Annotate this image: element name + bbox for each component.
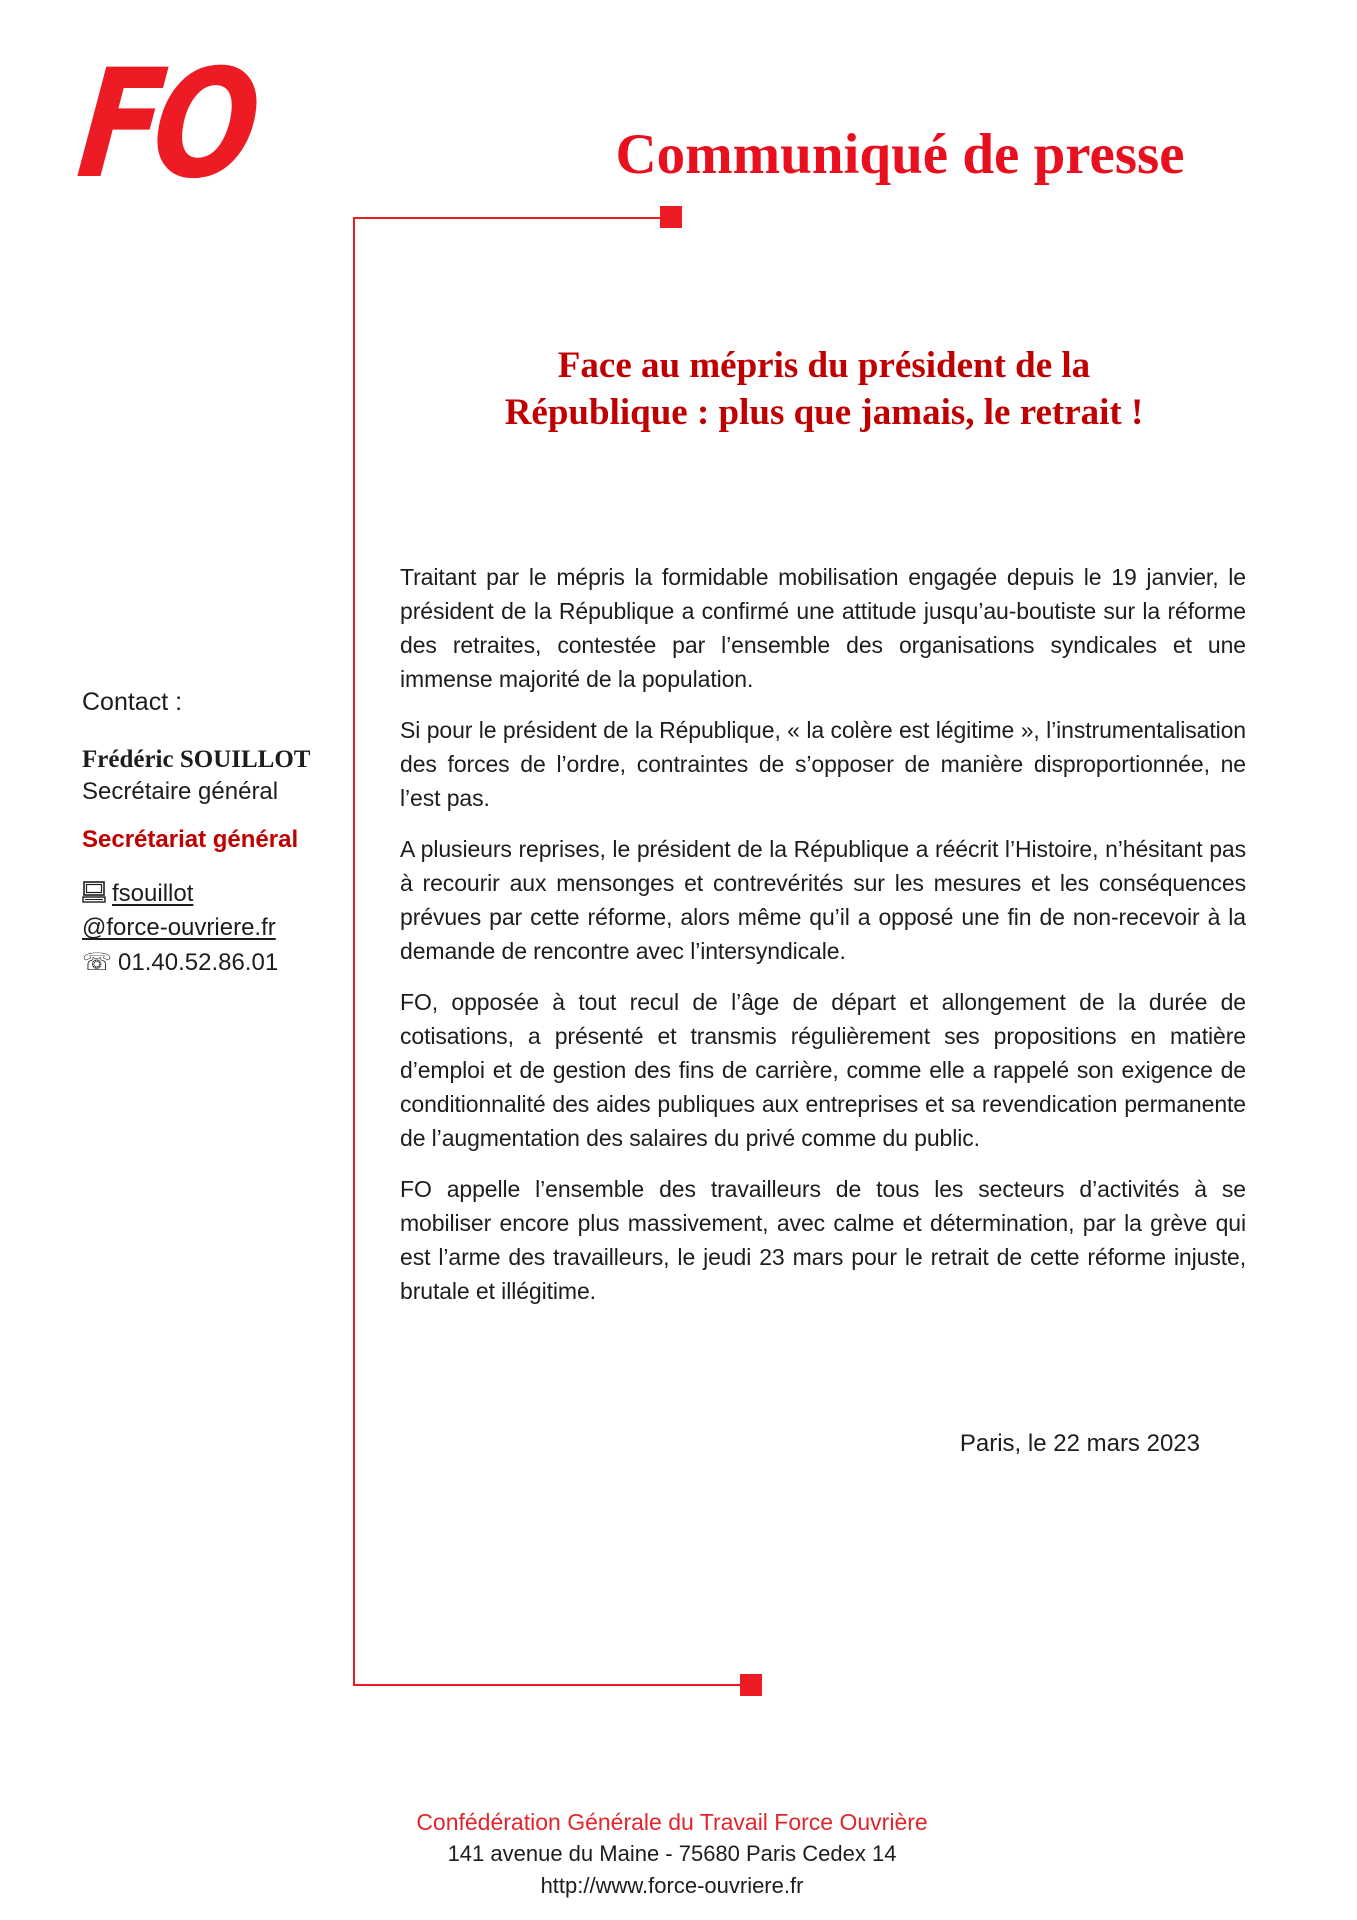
contact-name: Frédéric SOUILLOT [82, 746, 311, 773]
phone-icon: ☏ [82, 948, 113, 976]
footer [0, 1806, 1344, 1902]
footer-address: 141 avenue du Maine - 75680 Paris Cedex 14 [447, 1841, 897, 1866]
fo-logo: FO [70, 38, 259, 212]
dateline: Paris, le 22 mars 2023 [959, 1430, 1200, 1457]
computer-icon [82, 880, 106, 912]
contact-email [82, 878, 317, 944]
page-title: Communiqué de presse [615, 123, 1185, 187]
red-square-top [660, 206, 682, 228]
footer-url [0, 1870, 1344, 1902]
paragraph-1: Traitant par le mépris la formidable mobilisation engagée depuis le 19 janvier, le président de la République a confirmé une attitude jusqu’au-boutiste sur la réforme des retraites, contestée par l’ensemble des organisations syndicales et une immense majorité de la population. [400, 564, 1246, 692]
paragraph-4: FO, opposée à tout recul de l’âge de départ et allongement de la durée de cotisations, a présenté et transmis régulièrement ses propositions en matière d’emploi et de gestion des fins de carrière, comme elle a rappelé son exigence de conditionnalité des aides publiques aux entreprises et sa revendication permanente de l’augmentation des salaires du privé comme du public. [400, 989, 1246, 1151]
paragraph-5: FO appelle l’ensemble des travailleurs de tous les secteurs d’activités à se mobiliser encore plus massivement, avec calme et détermination, par la grève qui est l’arme des travailleurs, le jeudi 23 mars pour le retrait de cette réforme injuste, brutale et illégitime. [400, 1176, 1246, 1304]
red-frame-vertical-line [353, 217, 355, 1686]
email-link-user[interactable]: fsouillot [112, 880, 194, 907]
contact-role: Secrétaire général [82, 778, 279, 805]
red-square-bottom [740, 1674, 762, 1696]
contact-department: Secrétariat général [82, 826, 299, 853]
headline [400, 342, 1248, 436]
paragraph-2: Si pour le président de la République, « la colère est légitime », l’instrumentalisation des forces de l’ordre, contraintes de s’opposer de manière disproportionnée, ne l’est pas. [400, 717, 1246, 811]
phone-number: 01.40.52.86.01 [118, 949, 279, 976]
contact-label: Contact : [82, 688, 183, 716]
paragraph-3: A plusieurs reprises, le président de la République a réécrit l’Histoire, n’hésitant pas à recourir aux mensonges et contrevérités sur les mesures et les conséquences prévues par cette réforme, alors même qu’il a opposé une fin de non-recevoir à la demande de rencontre avec l’intersyndicale. [400, 836, 1246, 964]
press-release-body [400, 560, 1246, 1325]
headline-line1: Face au mépris du président de la [557, 345, 1091, 386]
footer-url-link[interactable]: http://www.force-ouvriere.fr [540, 1873, 804, 1898]
email-link-domain[interactable]: @force-ouvriere.fr [82, 914, 276, 941]
headline-line2: République : plus que jamais, le retrait ! [504, 392, 1144, 433]
contact-block [82, 686, 317, 979]
footer-organization: Confédération Générale du Travail Force Ouvrière [416, 1809, 928, 1835]
contact-phone [82, 946, 317, 979]
red-frame-top-line [353, 217, 661, 219]
red-frame-bottom-line [353, 1684, 741, 1686]
